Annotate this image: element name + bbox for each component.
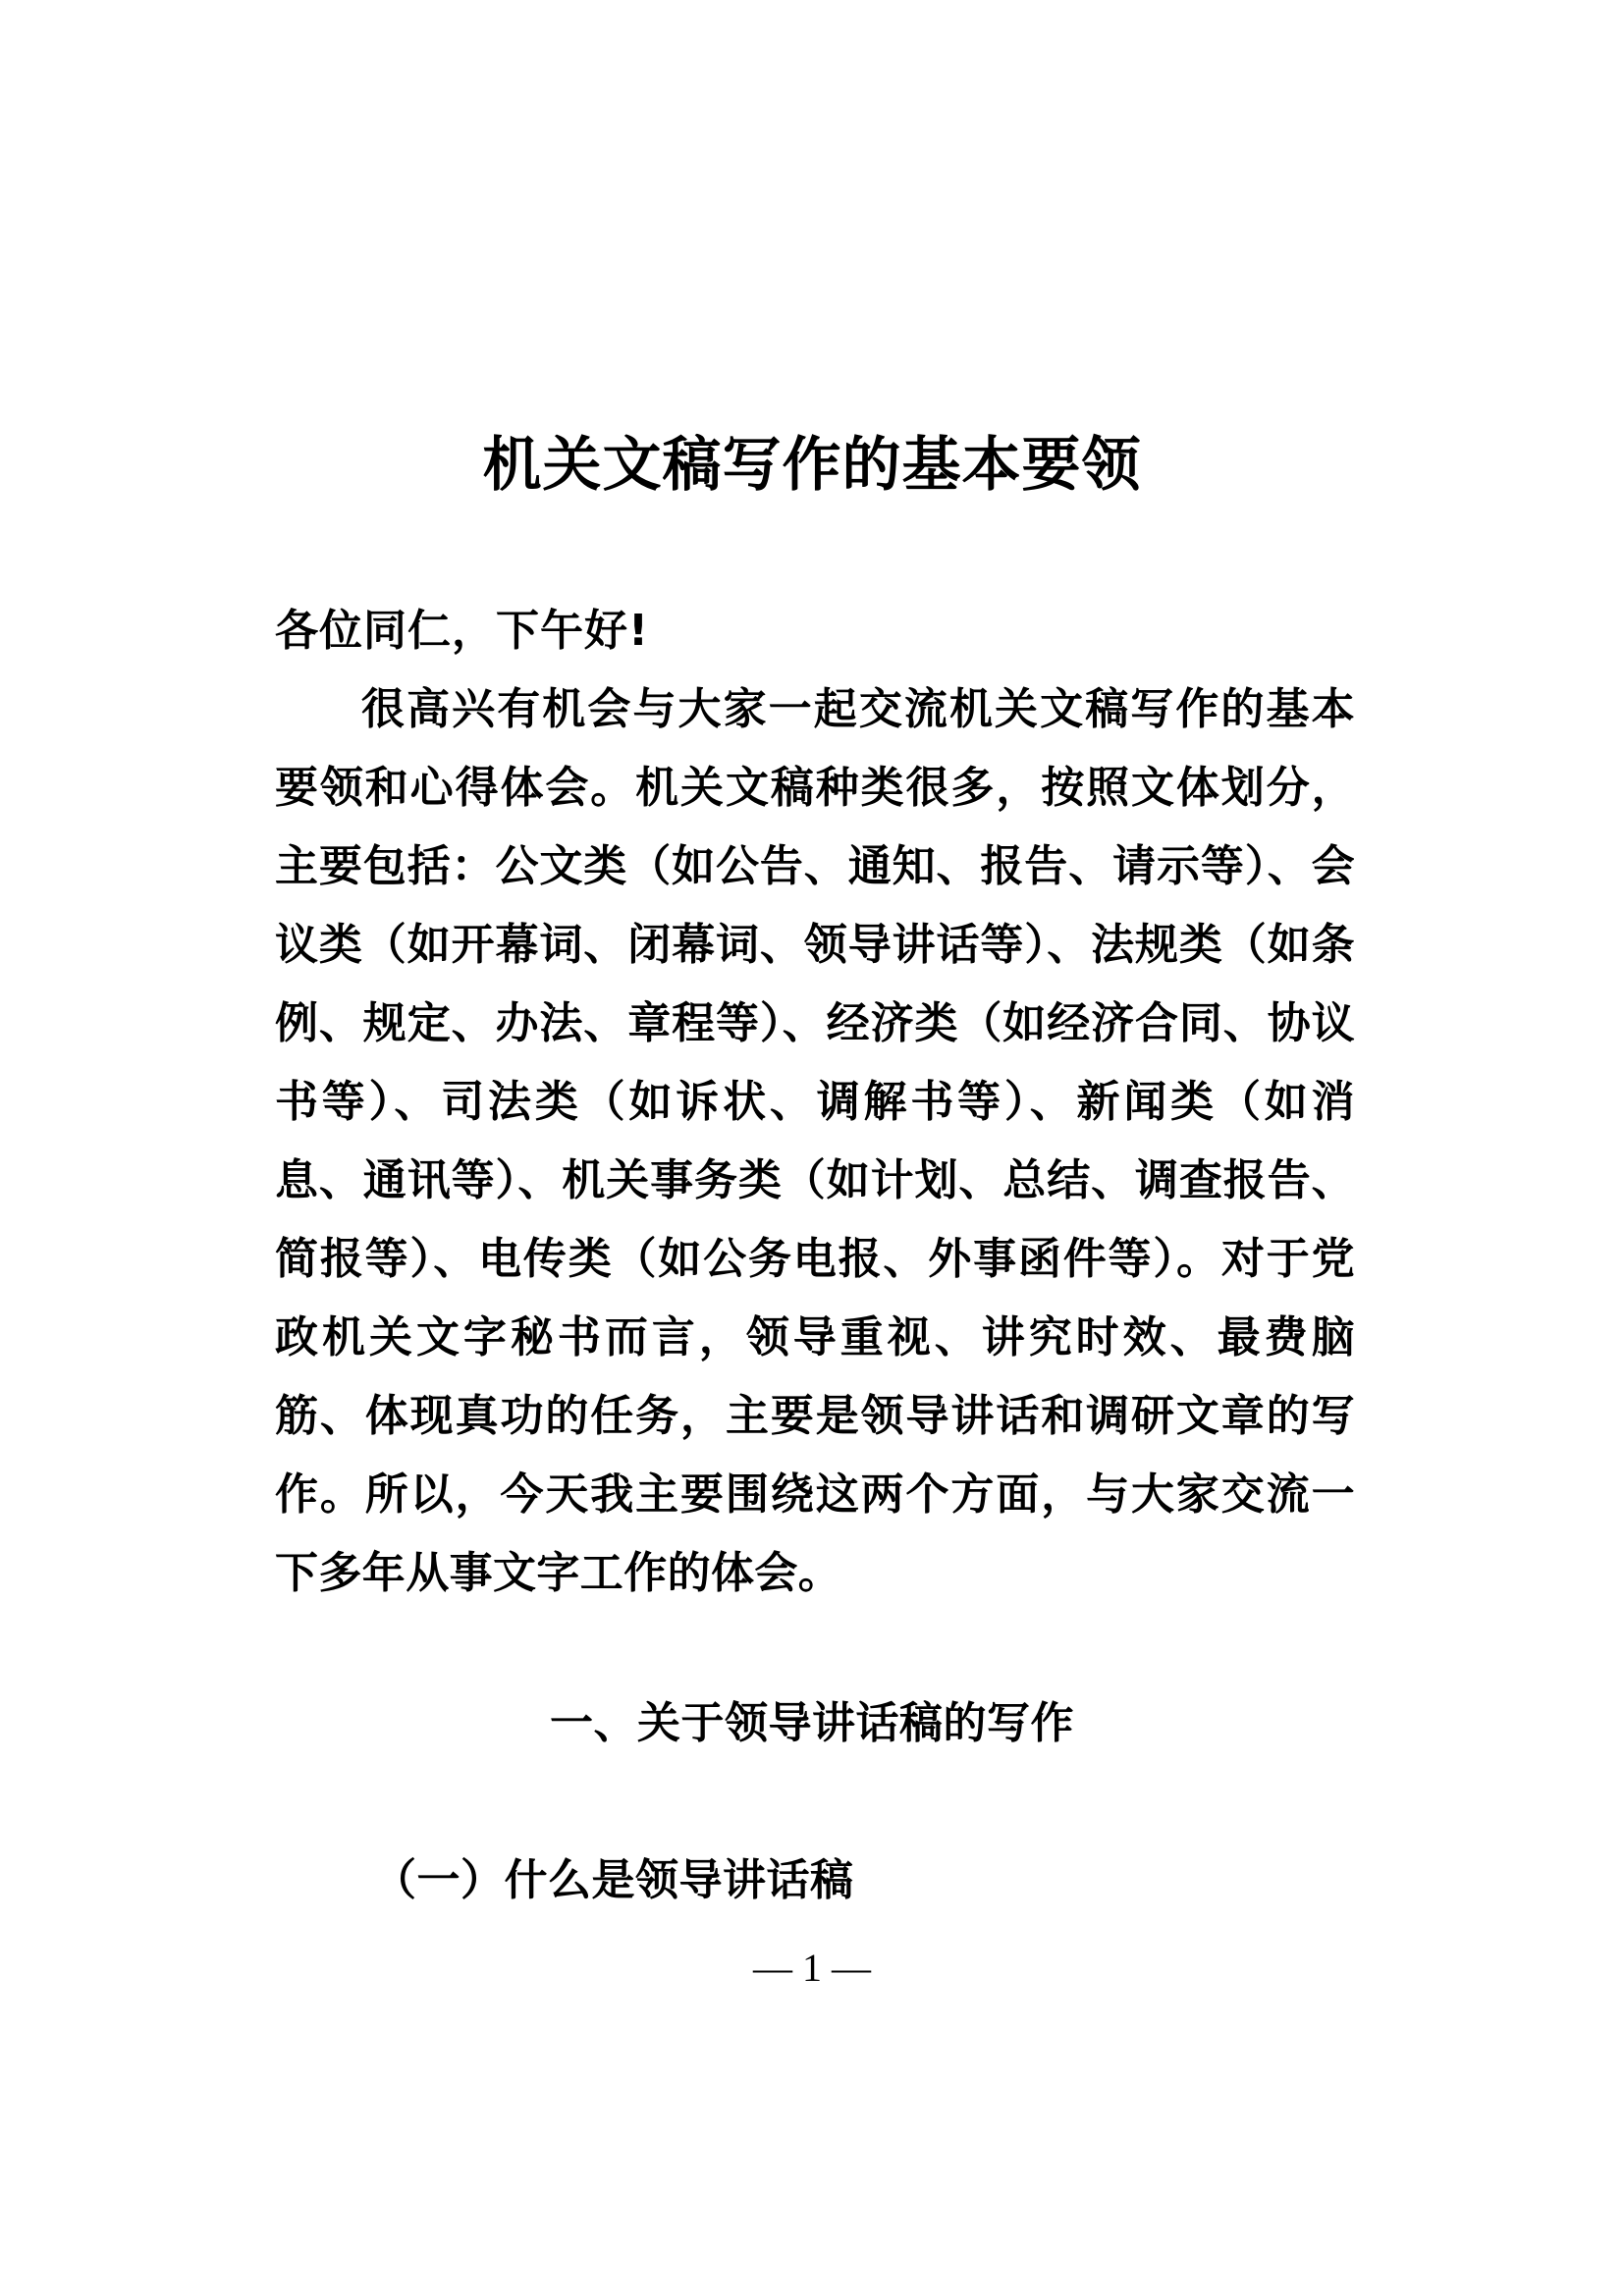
intro-paragraph: 很高兴有机会与大家一起交流机关文稿写作的基本要领和心得体会。机关文稿种类很多，按照文体划分，主要包括：公文类（如公告、通知、报告、请示等）、会议类（如开幕词、闭幕词、领导讲话等）、法规类（如条例、规定、办法、章程等）、经济类（如经济合同、协议书等）、司法类（如诉状、调解书等）、新闻类（如消息、通讯等）、机关事务类（如计划、总结、调查报告、简报等）、电传类（如公务电报、外事函件等）。对于党政机关文字秘书而言，领导重视、讲究时效、最费脑筋、体现真功的任务，主要是领导讲话和调研文章的写作。所以，今天我主要围绕这两个方面，与大家交流一下多年从事文字工作的体会。 [275,684,1355,1598]
greeting-line: 各位同仁，下午好! [275,606,650,656]
page-number: — 1 — [753,1946,871,1990]
section-heading: 一、关于领导讲话稿的写作 [550,1698,1074,1748]
document-title: 机关文稿写作的基本要领 [482,431,1142,500]
subsection-heading: （一）什么是领导讲话稿 [373,1855,854,1905]
